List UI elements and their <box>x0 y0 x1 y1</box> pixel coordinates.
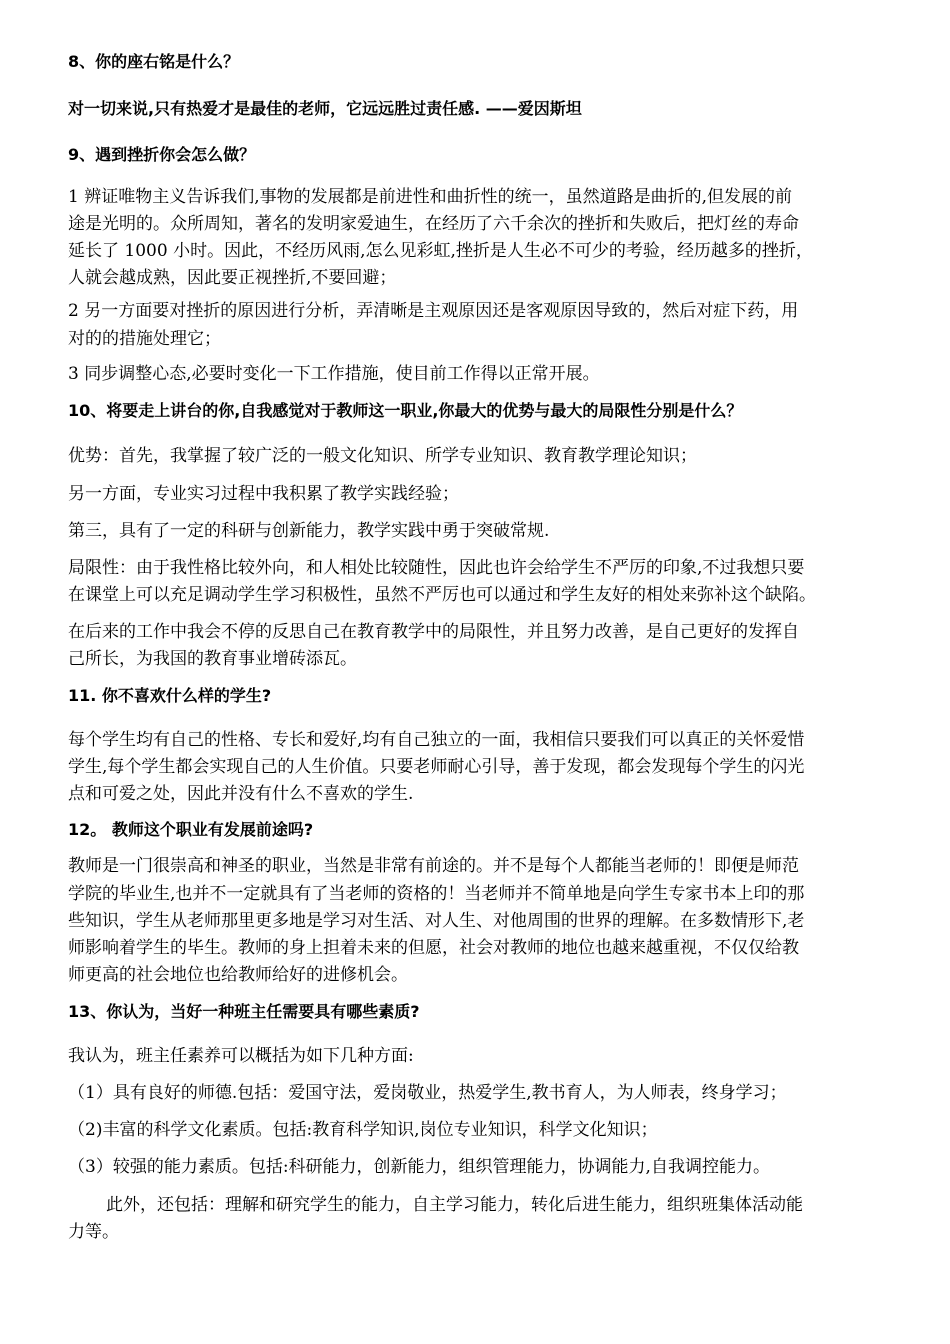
answer-10-line-7: 己所长，为我国的教育事业增砖添瓦。 <box>68 649 357 669</box>
answer-12-line-5: 师更高的社会地位也给教师给好的进修机会。 <box>68 965 408 985</box>
question-9-heading: 9、遇到挫折你会怎么做？ <box>68 145 256 164</box>
answer-13-item-2: （2)丰富的科学文化素质。包括:教育科学知识,岗位专业知识，科学文化知识； <box>68 1120 658 1140</box>
answer-13-extra-line-1: 此外，还包括：理解和研究学生的能力，自主学习能力，转化后进生能力，组织班集体活动能 <box>106 1195 803 1215</box>
answer-9-line-4: 人就会越成熟，因此要正视挫折,不要回避； <box>68 268 397 288</box>
answer-12-line-1: 教师是一门很崇高和神圣的职业，当然是非常有前途的。并不是每个人都能当老师的！即便是师范 <box>68 856 799 876</box>
answer-11-line-2: 学生,每个学生都会实现自己的人生价值。只要老师耐心引导，善于发现，都会发现每个学生的闪光 <box>68 757 805 777</box>
answer-10-line-5: 在课堂上可以充足调动学生学习积极性，虽然不严厉也可以通过和学生友好的相处来弥补这个缺陷。 <box>68 585 816 605</box>
answer-9-line-1: 1 辨证唯物主义告诉我们,事物的发展都是前进性和曲折性的统一，虽然道路是曲折的,但发展的前 <box>68 187 793 207</box>
motto-quote: 对一切来说,只有热爱才是最佳的老师，它远远胜过责任感. ——爱因斯坦 <box>68 99 582 118</box>
answer-10-line-6: 在后来的工作中我会不停的反思自己在教育教学中的局限性，并且努力改善，是自己更好的发挥自 <box>68 622 799 642</box>
answer-9-line-6: 对的的措施处理它； <box>68 329 221 349</box>
answer-10-line-2: 另一方面，专业实习过程中我积累了教学实践经验； <box>68 484 459 504</box>
answer-9-line-3: 延长了 1000 小时。因此，不经历风雨,怎么见彩虹,挫折是人生必不可少的考验，经历越多的挫折， <box>68 241 813 261</box>
answer-9-line-7: 3 同步调整心态,必要时变化一下工作措施，使目前工作得以正常开展。 <box>68 364 600 384</box>
answer-13-extra-line-2: 力等。 <box>68 1222 119 1242</box>
answer-12-line-3: 些知识，学生从老师那里更多地是学习对生活、对人生、对他周围的世界的理解。在多数情形下,老 <box>68 911 805 931</box>
answer-10-line-4: 局限性：由于我性格比较外向，和人相处比较随性，因此也许会给学生不严厉的印象,不过我想只要 <box>68 558 805 578</box>
question-10-heading: 10、将要走上讲台的你,自我感觉对于教师这一职业,你最大的优势与最大的局限性分别是什么？ <box>68 401 743 420</box>
answer-11-line-3: 点和可爱之处，因此并没有什么不喜欢的学生. <box>68 784 414 804</box>
answer-11-line-1: 每个学生均有自己的性格、专长和爱好,均有自己独立的一面，我相信只要我们可以真正的关怀爱惜 <box>68 730 805 750</box>
answer-13-item-3: （3）较强的能力素质。包括:科研能力，创新能力，组织管理能力，协调能力,自我调控能力。 <box>68 1157 770 1177</box>
answer-9-line-2: 途是光明的。众所周知，著名的发明家爱迪生，在经历了六千余次的挫折和失败后，把灯丝的寿命 <box>68 214 799 234</box>
answer-10-line-3: 第三，具有了一定的科研与创新能力，教学实践中勇于突破常规. <box>68 521 550 541</box>
answer-13-item-1: （1）具有良好的师德.包括：爱国守法，爱岗敬业，热爱学生,教书育人，为人师表，终身学习； <box>68 1083 787 1103</box>
answer-13-intro: 我认为，班主任素养可以概括为如下几种方面: <box>68 1046 414 1066</box>
answer-12-line-4: 师影响着学生的毕生。教师的身上担着未来的但愿，社会对教师的地位也越来越重视，不仅仅给教 <box>68 938 799 958</box>
question-13-heading: 13、你认为，当好一种班主任需要具有哪些素质? <box>68 1002 420 1021</box>
question-12-heading: 12。 教师这个职业有发展前途吗? <box>68 820 314 839</box>
answer-10-line-1: 优势：首先，我掌握了较广泛的一般文化知识、所学专业知识、教育教学理论知识； <box>68 446 697 466</box>
question-8-heading: 8、你的座右铭是什么？ <box>68 52 240 71</box>
answer-9-line-5: 2 另一方面要对挫折的原因进行分析，弄清晰是主观原因还是客观原因导致的，然后对症下药，用 <box>68 301 799 321</box>
answer-12-line-2: 学院的毕业生,也并不一定就具有了当老师的资格的！当老师并不简单地是向学生专家书本上印的那 <box>68 884 805 904</box>
question-11-heading: 11. 你不喜欢什么样的学生? <box>68 686 272 705</box>
